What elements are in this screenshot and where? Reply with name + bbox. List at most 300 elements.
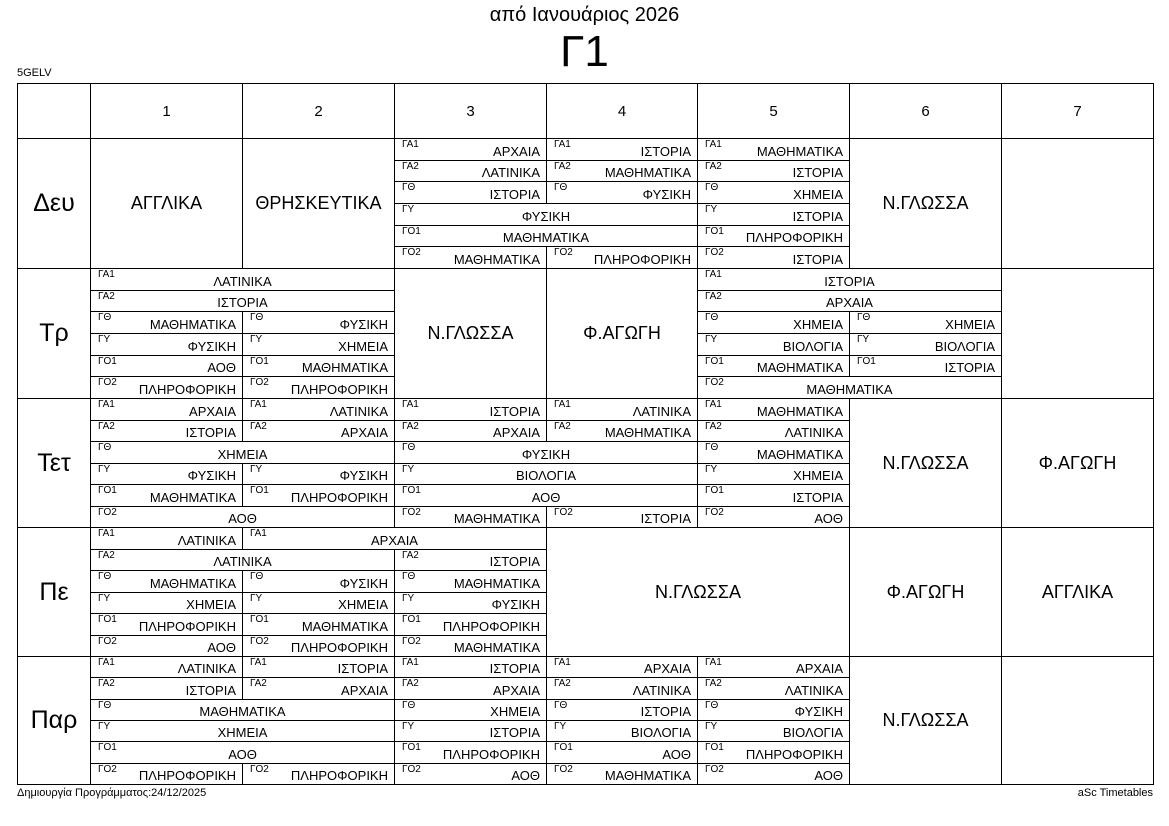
group-code: ΓΟ1 bbox=[250, 355, 269, 367]
subject-name: ΠΛΗΡΟΦΟΡΙΚΗ bbox=[290, 640, 388, 655]
lesson-slot[interactable] bbox=[698, 139, 850, 161]
empty-cell bbox=[1002, 139, 1154, 269]
lesson-cell[interactable]: Ν.ΓΛΩΣΣΑ bbox=[850, 399, 1002, 528]
lesson-slot[interactable] bbox=[91, 312, 243, 334]
group-code: ΓΟ1 bbox=[857, 355, 876, 367]
lesson-slot[interactable] bbox=[243, 399, 395, 421]
lesson-slot[interactable] bbox=[698, 764, 850, 785]
lesson-slot[interactable] bbox=[395, 721, 547, 742]
lesson-slot[interactable] bbox=[698, 182, 850, 204]
subject-name: ΑΡΧΑΙΑ bbox=[493, 425, 540, 440]
lesson-slot[interactable] bbox=[395, 742, 547, 763]
subject-name: ΦΥΣΙΚΗ bbox=[794, 703, 843, 719]
group-code: ΓΘ bbox=[554, 699, 568, 711]
subject-name: ΙΣΤΟΡΙΑ bbox=[489, 725, 540, 741]
group-code: ΓΑ1 bbox=[554, 657, 571, 668]
lesson-slot[interactable] bbox=[395, 226, 698, 248]
subject-name: ΠΛΗΡΟΦΟΡΙΚΗ bbox=[442, 618, 540, 634]
subject-name: ΠΛΗΡΟΦΟΡΙΚΗ bbox=[290, 381, 388, 397]
lesson-slot[interactable] bbox=[243, 528, 547, 550]
lesson-slot[interactable] bbox=[91, 721, 395, 742]
subject-name: ΠΛΗΡΟΦΟΡΙΚΗ bbox=[442, 746, 540, 762]
lesson-slot[interactable] bbox=[698, 399, 850, 421]
lesson-slot[interactable] bbox=[243, 485, 395, 507]
subject-name: ΦΥΣΙΚΗ bbox=[187, 338, 236, 354]
subject-name: ΠΛΗΡΟΦΟΡΙΚΗ bbox=[138, 618, 236, 634]
group-code: ΓΥ bbox=[402, 204, 415, 215]
group-code: ΓΟ1 bbox=[705, 355, 724, 367]
subject-name: ΙΣΤΟΡΙΑ bbox=[792, 208, 843, 224]
period-header: 2 bbox=[243, 84, 395, 139]
subject-name: ΛΑΤΙΝΙΚΑ bbox=[329, 403, 388, 419]
group-code: ΓΟ2 bbox=[705, 247, 724, 259]
lesson-slot[interactable] bbox=[243, 593, 395, 615]
subject-name: ΠΛΗΡΟΦΟΡΙΚΗ bbox=[138, 381, 236, 397]
group-code: ΓΘ bbox=[554, 182, 568, 194]
group-code: ΓΟ2 bbox=[250, 377, 269, 389]
lesson-slot[interactable] bbox=[243, 377, 395, 399]
subject-name: ΜΑΘΗΜΑΤΙΚΑ bbox=[604, 165, 691, 181]
lesson-slot[interactable] bbox=[91, 442, 395, 464]
subject-name: ΜΑΘΗΜΑΤΙΚΑ bbox=[502, 230, 590, 246]
lesson-slot[interactable] bbox=[395, 399, 547, 421]
subject-name: ΑΟΘ bbox=[228, 511, 257, 526]
lesson-slot[interactable] bbox=[547, 161, 698, 183]
group-code: ΓΑ2 bbox=[98, 420, 115, 432]
subject-name: ΧΗΜΕΙΑ bbox=[338, 597, 388, 612]
group-code: ΓΟ1 bbox=[250, 614, 269, 625]
group-code: ΓΟ1 bbox=[402, 225, 421, 237]
subject-name: ΜΑΘΗΜΑΤΙΚΑ bbox=[199, 703, 286, 719]
subject-name: ΜΑΘΗΜΑΤΙΚΑ bbox=[806, 381, 893, 397]
subject-name: ΙΣΤΟΡΙΑ bbox=[489, 186, 540, 202]
subject-name: ΙΣΤΟΡΙΑ bbox=[824, 273, 875, 289]
subject-name: ΑΡΧΑΙΑ bbox=[644, 661, 691, 677]
group-code: ΓΑ2 bbox=[250, 420, 267, 432]
group-code: ΓΘ bbox=[402, 699, 416, 711]
period-header: 7 bbox=[1002, 84, 1154, 139]
group-code: ΓΟ1 bbox=[705, 225, 724, 237]
lesson-slot[interactable] bbox=[395, 636, 547, 658]
lesson-slot[interactable] bbox=[91, 593, 243, 615]
subject-name: ΜΑΘΗΜΑΤΙΚΑ bbox=[756, 360, 843, 376]
group-code: ΓΟ1 bbox=[554, 742, 573, 754]
lesson-slot[interactable] bbox=[547, 139, 698, 161]
group-code: ΓΘ bbox=[705, 182, 719, 194]
period-header: 6 bbox=[850, 84, 1002, 139]
lesson-slot[interactable] bbox=[698, 312, 850, 334]
lesson-slot[interactable] bbox=[850, 334, 1002, 356]
lesson-slot[interactable] bbox=[547, 657, 698, 678]
lesson-slot[interactable] bbox=[698, 291, 1002, 313]
subject-name: ΧΗΜΕΙΑ bbox=[490, 703, 540, 719]
group-code: ΓΘ bbox=[98, 442, 112, 453]
lesson-slot[interactable] bbox=[91, 334, 243, 356]
group-code: ΓΥ bbox=[98, 463, 111, 475]
group-code: ΓΑ2 bbox=[705, 420, 722, 432]
subject-name: ΜΑΘΗΜΑΤΙΚΑ bbox=[756, 143, 843, 159]
subject-name: ΛΑΤΙΝΙΚΑ bbox=[632, 682, 691, 698]
subject-name: ΙΣΤΟΡΙΑ bbox=[217, 295, 268, 311]
lesson-slot[interactable] bbox=[395, 421, 547, 443]
subject-name: ΧΗΜΕΙΑ bbox=[217, 725, 268, 741]
lesson-slot[interactable] bbox=[698, 678, 850, 699]
period-header: 5 bbox=[698, 84, 850, 139]
lesson-slot[interactable] bbox=[547, 678, 698, 699]
day-label: Παρ bbox=[18, 657, 91, 785]
group-code: ΓΑ2 bbox=[402, 160, 419, 172]
group-code: ΓΥ bbox=[250, 592, 263, 604]
lesson-slot[interactable] bbox=[698, 485, 850, 507]
subject-name: ΠΛΗΡΟΦΟΡΙΚΗ bbox=[745, 230, 843, 246]
lesson-slot[interactable] bbox=[243, 334, 395, 356]
lesson-slot[interactable] bbox=[91, 678, 243, 699]
school-code: 5GELV bbox=[17, 67, 52, 79]
period-header: 3 bbox=[395, 84, 547, 139]
subject-name: ΠΛΗΡΟΦΟΡΙΚΗ bbox=[290, 767, 388, 783]
lesson-slot[interactable] bbox=[850, 356, 1002, 378]
subject-name: ΛΑΤΙΝΙΚΑ bbox=[481, 165, 540, 181]
lesson-slot[interactable] bbox=[698, 507, 850, 529]
group-code: ΓΑ1 bbox=[402, 139, 419, 150]
lesson-slot[interactable] bbox=[547, 764, 698, 785]
group-code: ΓΑ2 bbox=[98, 549, 115, 561]
lesson-slot[interactable] bbox=[547, 247, 698, 269]
subject-name: ΧΗΜΕΙΑ bbox=[338, 338, 388, 354]
group-code: ΓΘ bbox=[402, 182, 416, 194]
subject-name: ΑΟΘ bbox=[511, 767, 540, 783]
group-code: ΓΥ bbox=[705, 721, 718, 732]
subject-name: ΠΛΗΡΟΦΟΡΙΚΗ bbox=[290, 489, 388, 505]
group-code: ΓΑ1 bbox=[98, 657, 115, 668]
lesson-slot[interactable] bbox=[698, 442, 850, 464]
group-code: ΓΑ2 bbox=[402, 420, 419, 432]
group-code: ΓΘ bbox=[98, 571, 112, 582]
lesson-slot[interactable] bbox=[698, 334, 850, 356]
subject-name: ΠΛΗΡΟΦΟΡΙΚΗ bbox=[745, 746, 843, 762]
lesson-slot[interactable] bbox=[395, 464, 698, 486]
lesson-slot[interactable] bbox=[395, 700, 547, 721]
group-code: ΓΟ2 bbox=[250, 635, 269, 647]
lesson-slot[interactable] bbox=[91, 291, 395, 313]
group-code: ΓΑ1 bbox=[554, 139, 571, 150]
lesson-slot[interactable] bbox=[395, 507, 547, 529]
subject-name: ΦΥΣΙΚΗ bbox=[491, 597, 540, 612]
lesson-slot[interactable] bbox=[91, 636, 243, 658]
subject-name: ΑΟΘ bbox=[662, 746, 691, 762]
class-title: Γ1 bbox=[560, 27, 609, 76]
lesson-slot[interactable] bbox=[395, 550, 547, 572]
lesson-cell[interactable]: ΘΡΗΣΚΕΥΤΙΚΑ bbox=[243, 139, 395, 269]
group-code: ΓΟ1 bbox=[98, 355, 117, 367]
lesson-slot[interactable] bbox=[698, 464, 850, 486]
subject-name: ΑΡΧΑΙΑ bbox=[493, 143, 540, 159]
lesson-slot[interactable] bbox=[243, 356, 395, 378]
subject-name: ΠΛΗΡΟΦΟΡΙΚΗ bbox=[138, 767, 236, 783]
subject-name: ΙΣΤΟΡΙΑ bbox=[640, 703, 691, 719]
lesson-slot[interactable] bbox=[91, 421, 243, 443]
lesson-slot[interactable] bbox=[91, 485, 243, 507]
subject-name: ΜΑΘΗΜΑΤΙΚΑ bbox=[301, 618, 388, 634]
group-code: ΓΟ2 bbox=[402, 763, 421, 775]
lesson-slot[interactable] bbox=[243, 678, 395, 699]
subject-name: ΜΑΘΗΜΑΤΙΚΑ bbox=[604, 767, 691, 783]
group-code: ΓΑ1 bbox=[98, 399, 115, 410]
subject-name: ΑΡΧΑΙΑ bbox=[341, 682, 388, 698]
subject-name: ΙΣΤΟΡΙΑ bbox=[792, 251, 843, 267]
lesson-slot[interactable] bbox=[395, 139, 547, 161]
lesson-slot[interactable] bbox=[395, 614, 547, 636]
group-code: ΓΑ2 bbox=[554, 420, 571, 432]
lesson-slot[interactable] bbox=[698, 161, 850, 183]
subject-name: ΑΡΧΑΙΑ bbox=[826, 295, 873, 311]
lesson-slot[interactable] bbox=[698, 247, 850, 269]
lesson-slot[interactable] bbox=[698, 356, 850, 378]
lesson-slot[interactable] bbox=[547, 182, 698, 204]
lesson-slot[interactable] bbox=[91, 507, 395, 529]
group-code: ΓΟ1 bbox=[705, 485, 724, 496]
subject-name: ΑΟΘ bbox=[814, 511, 843, 526]
group-code: ΓΘ bbox=[705, 442, 719, 453]
subject-name: ΜΑΘΗΜΑΤΙΚΑ bbox=[756, 403, 843, 419]
subject-name: ΑΟΘ bbox=[228, 746, 257, 762]
subject-name: ΙΣΤΟΡΙΑ bbox=[489, 554, 540, 569]
lesson-slot[interactable] bbox=[91, 377, 243, 399]
lesson-slot[interactable] bbox=[395, 442, 698, 464]
group-code: ΓΥ bbox=[402, 463, 415, 475]
subject-name: ΑΡΧΑΙΑ bbox=[493, 682, 540, 698]
lesson-cell[interactable]: Ν.ΓΛΩΣΣΑ bbox=[850, 657, 1002, 785]
group-code: ΓΟ2 bbox=[98, 635, 117, 647]
group-code: ΓΟ2 bbox=[402, 247, 421, 259]
corner-cell bbox=[18, 84, 91, 139]
subject-name: ΙΣΤΟΡΙΑ bbox=[489, 661, 540, 677]
subject-name: ΜΑΘΗΜΑΤΙΚΑ bbox=[301, 360, 388, 376]
lesson-slot[interactable] bbox=[243, 657, 395, 678]
group-code: ΓΑ1 bbox=[705, 657, 722, 668]
group-code: ΓΟ2 bbox=[98, 377, 117, 389]
group-code: ΓΘ bbox=[98, 312, 112, 324]
lesson-slot[interactable] bbox=[547, 399, 698, 421]
group-code: ΓΟ2 bbox=[705, 506, 724, 518]
subject-name: ΒΙΟΛΟΓΙΑ bbox=[782, 338, 843, 354]
lesson-slot[interactable] bbox=[395, 182, 547, 204]
subject-name: ΒΙΟΛΟΓΙΑ bbox=[934, 338, 995, 354]
lesson-slot[interactable] bbox=[243, 636, 395, 658]
group-code: ΓΟ2 bbox=[705, 763, 724, 775]
lesson-slot[interactable] bbox=[395, 764, 547, 785]
group-code: ΓΘ bbox=[402, 442, 416, 453]
subject-name: ΦΥΣΙΚΗ bbox=[187, 468, 236, 483]
lesson-cell[interactable]: Ν.ΓΛΩΣΣΑ bbox=[547, 528, 850, 657]
lesson-slot[interactable] bbox=[698, 721, 850, 742]
lesson-slot[interactable] bbox=[395, 678, 547, 699]
subject-name: ΦΥΣΙΚΗ bbox=[339, 575, 388, 591]
lesson-slot[interactable] bbox=[243, 421, 395, 443]
lesson-cell[interactable]: Φ.ΑΓΩΓΗ bbox=[1002, 399, 1154, 528]
lesson-slot[interactable] bbox=[91, 614, 243, 636]
lesson-slot[interactable] bbox=[698, 421, 850, 443]
group-code: ΓΑ2 bbox=[98, 678, 115, 690]
group-code: ΓΑ2 bbox=[402, 549, 419, 561]
subject-name: ΧΗΜΕΙΑ bbox=[793, 186, 843, 202]
subject-name: ΜΑΘΗΜΑΤΙΚΑ bbox=[756, 446, 843, 462]
lesson-cell[interactable]: ΑΓΓΛΙΚΑ bbox=[1002, 528, 1154, 657]
group-code: ΓΘ bbox=[705, 312, 719, 324]
lesson-slot[interactable] bbox=[850, 312, 1002, 334]
lesson-slot[interactable] bbox=[698, 657, 850, 678]
lesson-cell[interactable]: ΑΓΓΛΙΚΑ bbox=[91, 139, 243, 269]
group-code: ΓΑ2 bbox=[98, 290, 115, 302]
lesson-slot[interactable] bbox=[243, 312, 395, 334]
lesson-slot[interactable] bbox=[243, 614, 395, 636]
lesson-slot[interactable] bbox=[698, 700, 850, 721]
subject-name: ΑΟΘ bbox=[207, 640, 236, 655]
lesson-cell[interactable]: Ν.ΓΛΩΣΣΑ bbox=[850, 139, 1002, 269]
creation-date: Δημιουργία Προγράμματος:24/12/2025 bbox=[17, 787, 207, 799]
lesson-cell[interactable]: Φ.ΑΓΩΓΗ bbox=[850, 528, 1002, 657]
subject-name: ΒΙΟΛΟΓΙΑ bbox=[782, 725, 843, 741]
subject-name: ΛΑΤΙΝΙΚΑ bbox=[784, 425, 843, 440]
group-code: ΓΟ2 bbox=[402, 506, 421, 518]
subject-name: ΦΥΣΙΚΗ bbox=[339, 316, 388, 332]
lesson-slot[interactable] bbox=[395, 247, 547, 269]
group-code: ΓΟ2 bbox=[98, 763, 117, 775]
lesson-slot[interactable] bbox=[547, 507, 698, 529]
lesson-slot[interactable] bbox=[395, 657, 547, 678]
group-code: ΓΥ bbox=[250, 334, 263, 345]
lesson-slot[interactable] bbox=[91, 528, 243, 550]
group-code: ΓΟ1 bbox=[98, 614, 117, 625]
lesson-slot[interactable] bbox=[698, 377, 1002, 399]
lesson-slot[interactable] bbox=[91, 550, 395, 572]
group-code: ΓΑ1 bbox=[705, 139, 722, 150]
group-code: ΓΥ bbox=[402, 721, 415, 732]
group-code: ΓΑ1 bbox=[98, 528, 115, 539]
lesson-slot[interactable] bbox=[243, 571, 395, 593]
group-code: ΓΟ2 bbox=[98, 506, 117, 518]
lesson-slot[interactable] bbox=[91, 399, 243, 421]
group-code: ΓΘ bbox=[250, 571, 264, 582]
lesson-cell[interactable]: Φ.ΑΓΩΓΗ bbox=[547, 269, 698, 399]
group-code: ΓΟ2 bbox=[402, 635, 421, 647]
group-code: ΓΟ2 bbox=[705, 377, 724, 389]
group-code: ΓΑ2 bbox=[705, 290, 722, 302]
subject-name: ΒΙΟΛΟΓΙΑ bbox=[515, 468, 577, 483]
group-code: ΓΘ bbox=[250, 312, 264, 324]
group-code: ΓΟ2 bbox=[250, 763, 269, 775]
day-label: Δευ bbox=[18, 139, 91, 269]
group-code: ΓΑ1 bbox=[402, 657, 419, 668]
lesson-slot[interactable] bbox=[698, 269, 1002, 291]
group-code: ΓΥ bbox=[402, 592, 415, 604]
group-code: ΓΑ2 bbox=[554, 678, 571, 690]
group-code: ΓΥ bbox=[98, 721, 111, 732]
group-code: ΓΘ bbox=[705, 699, 719, 711]
lesson-slot[interactable] bbox=[243, 764, 395, 785]
lesson-cell[interactable]: Ν.ΓΛΩΣΣΑ bbox=[395, 269, 547, 399]
lesson-slot[interactable] bbox=[547, 742, 698, 763]
subject-name: ΜΑΘΗΜΑΤΙΚΑ bbox=[453, 575, 540, 591]
subject-name: ΙΣΤΟΡΙΑ bbox=[640, 511, 691, 526]
lesson-slot[interactable] bbox=[91, 269, 395, 291]
group-code: ΓΑ1 bbox=[98, 269, 115, 280]
lesson-slot[interactable] bbox=[698, 742, 850, 763]
lesson-slot[interactable] bbox=[395, 485, 698, 507]
subject-name: ΙΣΤΟΡΙΑ bbox=[792, 489, 843, 505]
lesson-slot[interactable] bbox=[91, 356, 243, 378]
group-code: ΓΟ1 bbox=[98, 485, 117, 496]
group-code: ΓΟ2 bbox=[554, 247, 573, 259]
subject-name: ΜΑΘΗΜΑΤΙΚΑ bbox=[453, 511, 540, 526]
lesson-slot[interactable] bbox=[395, 571, 547, 593]
lesson-slot[interactable] bbox=[91, 742, 395, 763]
subject-name: ΒΙΟΛΟΓΙΑ bbox=[630, 725, 691, 741]
empty-cell bbox=[1002, 657, 1154, 785]
subject-name: ΜΑΘΗΜΑΤΙΚΑ bbox=[453, 640, 540, 655]
subject-name: ΦΥΣΙΚΗ bbox=[521, 208, 571, 224]
group-code: ΓΥ bbox=[705, 463, 718, 475]
timetable-grid bbox=[17, 83, 1154, 785]
lesson-slot[interactable] bbox=[547, 421, 698, 443]
lesson-slot[interactable] bbox=[91, 464, 243, 486]
subject-name: ΜΑΘΗΜΑΤΙΚΑ bbox=[604, 425, 691, 440]
lesson-slot[interactable] bbox=[91, 700, 395, 721]
lesson-slot[interactable] bbox=[395, 204, 698, 226]
subject-name: ΜΑΘΗΜΑΤΙΚΑ bbox=[149, 489, 236, 505]
subject-name: ΠΛΗΡΟΦΟΡΙΚΗ bbox=[593, 251, 691, 267]
subject-name: ΑΡΧΑΙΑ bbox=[341, 425, 388, 440]
lesson-slot[interactable] bbox=[698, 204, 850, 226]
group-code: ΓΟ1 bbox=[402, 485, 421, 496]
group-code: ΓΥ bbox=[705, 204, 718, 215]
group-code: ΓΑ1 bbox=[554, 399, 571, 410]
group-code: ΓΑ2 bbox=[402, 678, 419, 690]
lesson-slot[interactable] bbox=[91, 657, 243, 678]
lesson-slot[interactable] bbox=[547, 700, 698, 721]
lesson-slot[interactable] bbox=[395, 593, 547, 615]
group-code: ΓΟ1 bbox=[250, 485, 269, 496]
subject-name: ΧΗΜΕΙΑ bbox=[945, 316, 995, 332]
empty-cell bbox=[1002, 269, 1154, 399]
group-code: ΓΘ bbox=[98, 699, 112, 711]
subject-name: ΑΡΧΑΙΑ bbox=[371, 532, 418, 548]
group-code: ΓΘ bbox=[402, 571, 416, 582]
group-code: ΓΑ1 bbox=[705, 399, 722, 410]
lesson-slot[interactable] bbox=[698, 226, 850, 248]
day-label: Πε bbox=[18, 528, 91, 657]
group-code: ΓΟ1 bbox=[402, 614, 421, 625]
lesson-slot[interactable] bbox=[91, 764, 243, 785]
group-code: ΓΟ1 bbox=[98, 742, 117, 754]
group-code: ΓΟ2 bbox=[554, 763, 573, 775]
subject-name: ΧΗΜΕΙΑ bbox=[793, 316, 843, 332]
subject-name: ΑΡΧΑΙΑ bbox=[189, 403, 236, 419]
group-code: ΓΟ1 bbox=[705, 742, 724, 754]
subject-name: ΦΥΣΙΚΗ bbox=[521, 446, 571, 462]
group-code: ΓΑ2 bbox=[250, 678, 267, 690]
day-label: Τρ bbox=[18, 269, 91, 399]
lesson-slot[interactable] bbox=[547, 721, 698, 742]
lesson-slot[interactable] bbox=[243, 464, 395, 486]
group-code: ΓΥ bbox=[554, 721, 567, 732]
subject-name: ΙΣΤΟΡΙΑ bbox=[944, 360, 995, 376]
subject-name: ΛΑΤΙΝΙΚΑ bbox=[213, 554, 272, 569]
group-code: ΓΥ bbox=[98, 334, 111, 345]
lesson-slot[interactable] bbox=[395, 161, 547, 183]
group-code: ΓΟ1 bbox=[402, 742, 421, 754]
lesson-slot[interactable] bbox=[91, 571, 243, 593]
